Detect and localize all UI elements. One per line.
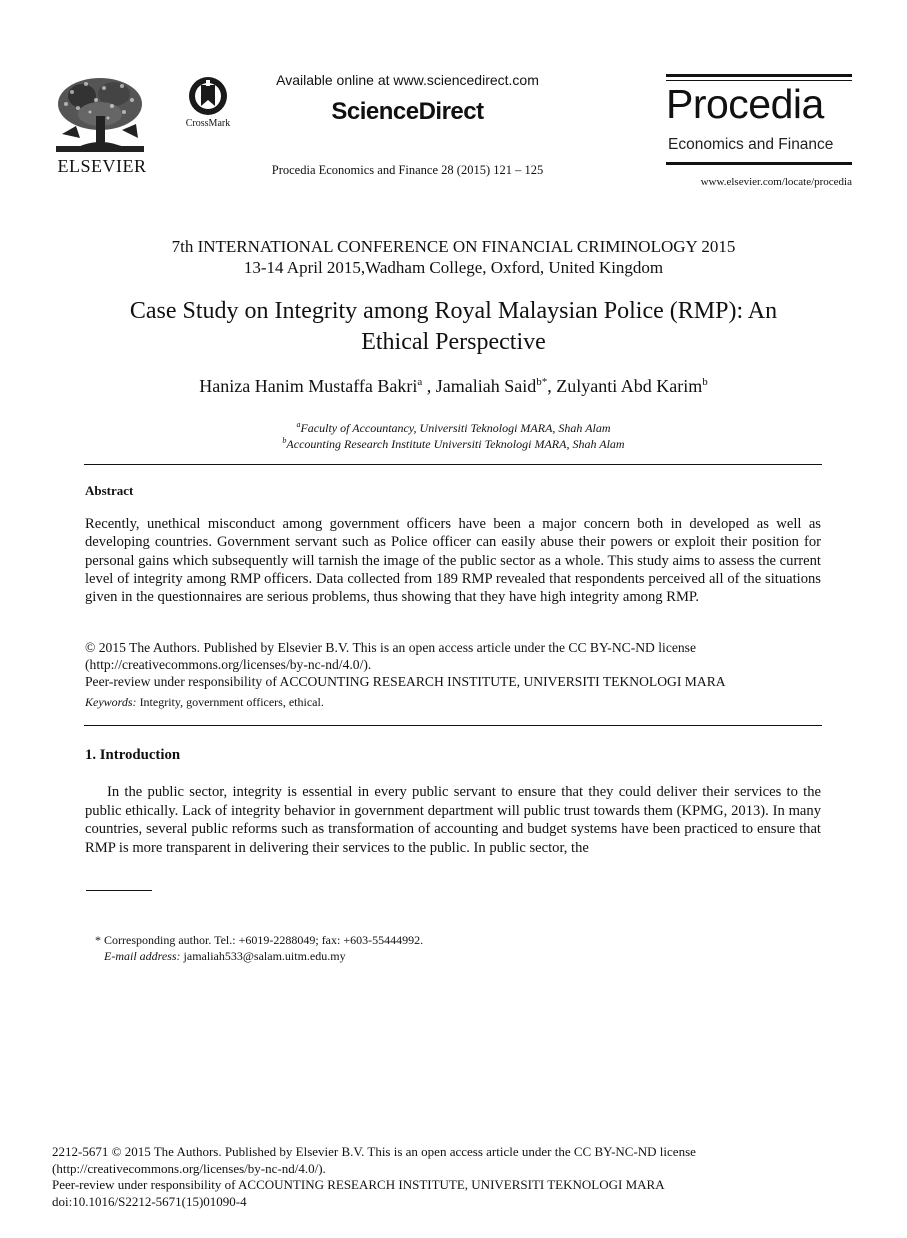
abstract-body: Recently, unethical misconduct among government officers have been a major concern both in developed as well as developing countries. Government servant such as Police officer can easily abuse their powers or exploit their position for personal gains which subsequently will tarnish the image of the public sector as a whole. This study aims to assess the current level of integrity among RMP officers. Data collected from 189 RMP revealed that respondents perceived all of the situations given in the questionnaires are serious problems, thus showing that they have high integrity among RMP. [85,516,821,606]
footnote-rule [86,890,152,891]
author-sup: b* [536,376,548,388]
crossmark-label: CrossMark [185,118,231,129]
conference-info [60,236,847,278]
affiliations [60,420,847,452]
email-line [95,948,795,964]
introduction-body: In the public sector, integrity is essential in every public servant to ensure that they could deliver their services to the public ethically. Lack of integrity behavior in government department will public trust towards them (KPMG, 2013). In many countries, several public reforms such as transformation of accounting and budget systems have been practiced to ensure that RMP is more transparent in delivering their services to the public. In public sector, the [85,784,821,857]
email-label: E-mail address: [104,949,181,963]
bottom-peer-review: Peer-review under responsibility of ACCOUNTING RESEARCH INSTITUTE, UNIVERSITI TEKNOLOGI MARA [52,1177,665,1192]
footnote [95,932,795,964]
author-name: Haniza Hanim Mustaffa Bakri [199,376,418,396]
affiliation-item [60,436,847,452]
divider-top [84,464,822,465]
license-link[interactable]: (http://creativecommons.org/licenses/by-nc-nd/4.0/). [85,657,372,672]
elsevier-logo [52,74,152,178]
publisher-name: ELSEVIER [57,156,147,176]
bottom-notice [52,1144,832,1210]
affiliation-sup: a [296,420,301,429]
author-sup: b [702,376,708,388]
author-sup: a [417,376,423,388]
elsevier-tree-icon [52,74,148,156]
keywords [85,695,821,710]
divider-bottom [84,725,822,726]
corresponding-author: * Corresponding author. Tel.: +6019-2288049; fax: +603-55444992. [95,933,424,947]
affiliation-item [60,420,847,436]
procedia-logo [666,74,852,194]
procedia-url[interactable]: www.elsevier.com/locate/procedia [700,176,852,188]
doi[interactable]: doi:10.1016/S2212-5671(15)01090-4 [52,1193,247,1209]
available-online: Available online at www.sciencedirect.com [276,72,539,88]
copyright-notice [85,639,821,690]
author-sep: , [422,376,436,396]
procedia-rule-bottom [666,162,852,165]
affiliation-text: Accounting Research Institute Universiti Teknologi MARA, Shah Alam [286,437,625,451]
issn-license: 2212-5671 © 2015 The Authors. Published by Elsevier B.V. This is an open access article under the CC BY-NC-ND license [52,1144,696,1159]
title-line-2: Ethical Perspective [361,329,546,355]
conference-line-1: 7th INTERNATIONAL CONFERENCE ON FINANCIAL CRIMINOLOGY 2015 [171,237,736,256]
sciencedirect-wordmark: ScienceDirect [331,98,484,125]
conference-line-2: 13-14 April 2015,Wadham College, Oxford, United Kingdom [243,258,664,277]
author-name: Jamaliah Said [435,376,537,396]
procedia-rule-top [666,74,852,77]
introduction-heading: 1. Introduction [85,747,181,763]
journal-citation: Procedia Economics and Finance 28 (2015) 121 – 125 [271,163,544,177]
keywords-list: Integrity, government officers, ethical. [136,695,324,709]
bottom-license-link[interactable]: (http://creativecommons.org/licenses/by-nc-nd/4.0/). [52,1160,326,1176]
crossmark-icon [188,76,228,116]
copyright-line-1: © 2015 The Authors. Published by Elsevier B.V. This is an open access article under the CC BY-NC-ND license [85,640,697,655]
affiliation-text: Faculty of Accountancy, Universiti Teknologi MARA, Shah Alam [300,421,611,435]
crossmark-badge[interactable] [178,76,238,129]
author-list [60,376,847,397]
email-address[interactable]: jamaliah533@salam.uitm.edu.my [180,949,346,963]
affiliation-sup: b [282,436,287,445]
author-sep: , [547,376,557,396]
author-name: Zulyanti Abd Karim [556,376,703,396]
peer-review-line: Peer-review under responsibility of ACCOUNTING RESEARCH INSTITUTE, UNIVERSITI TEKNOLOGI MARA [85,674,726,689]
keywords-label: Keywords: [85,695,137,709]
procedia-subtitle: Economics and Finance [668,136,834,153]
procedia-title: Procedia [666,81,824,127]
paper-title [60,296,847,358]
abstract-heading: Abstract [85,483,134,498]
title-line-1: Case Study on Integrity among Royal Malaysian Police (RMP): An [129,298,778,324]
